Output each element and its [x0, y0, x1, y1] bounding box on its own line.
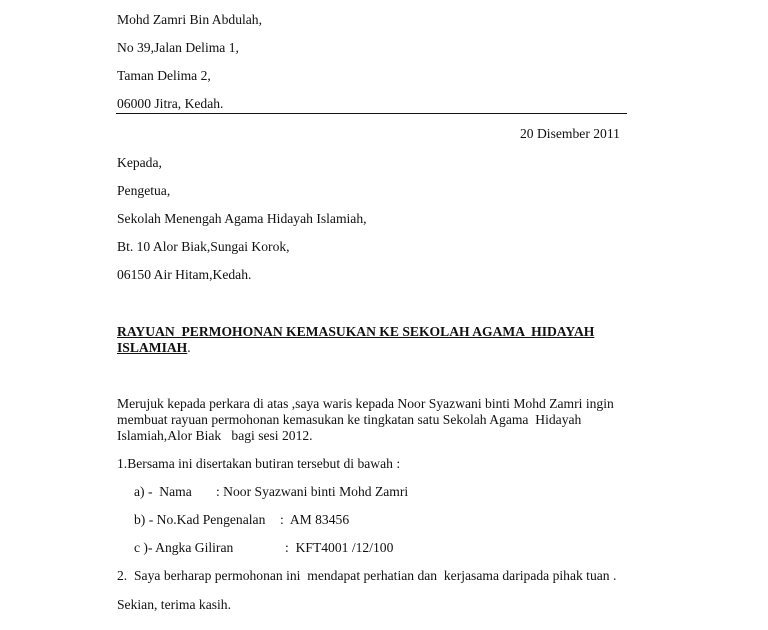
sender-address-line-1: No 39,Jalan Delima 1,	[117, 40, 239, 55]
para1-line-2: membuat rayuan permohonan kemasukan ke tingkatan satu Sekolah Agama Hidayah	[117, 412, 582, 427]
recipient-address-line-1: Bt. 10 Alor Biak,Sungai Korok,	[117, 239, 290, 254]
recipient-school: Sekolah Menengah Agama Hidayah Islamiah,	[117, 211, 367, 226]
detail-name-label: a) - Nama	[134, 484, 192, 499]
recipient-kepada: Kepada,	[117, 155, 162, 170]
header-divider	[116, 113, 627, 114]
detail-ic-label: b) - No.Kad Pengenalan	[134, 512, 266, 527]
detail-angka-label: c )- Angka Giliran	[134, 540, 234, 555]
sender-address-line-2: Taman Delima 2,	[117, 68, 211, 83]
subject-line-2-wrapper	[117, 340, 191, 356]
point-1: 1.Bersama ini disertakan butiran tersebut di bawah :	[117, 456, 401, 471]
recipient-address-line-2: 06150 Air Hitam,Kedah.	[117, 267, 252, 282]
recipient-title: Pengetua,	[117, 183, 171, 198]
detail-name-value: : Noor Syazwani binti Mohd Zamri	[216, 484, 409, 499]
para1-line-3: Islamiah,Alor Biak bagi sesi 2012.	[117, 428, 313, 443]
detail-ic-value: : AM 83456	[280, 512, 350, 527]
subject-line-2-suffix: .	[187, 340, 191, 355]
sender-name: Mohd Zamri Bin Abdulah,	[117, 12, 262, 27]
para1-line-1: Merujuk kepada perkara di atas ,saya waris kepada Noor Syazwani binti Mohd Zamri ingin	[117, 396, 614, 411]
point-2: 2. Saya berharap permohonan ini mendapat perhatian dan kerjasama daripada pihak tuan .	[117, 568, 617, 583]
subject-line-2: ISLAMIAH	[117, 340, 188, 355]
letter-date: 20 Disember 2011	[520, 126, 620, 141]
detail-angka-value: : KFT4001 /12/100	[285, 540, 394, 555]
closing: Sekian, terima kasih.	[117, 597, 232, 612]
subject-line-1: RAYUAN PERMOHONAN KEMASUKAN KE SEKOLAH AGAMA HIDAYAH	[117, 324, 595, 339]
sender-address-line-3: 06000 Jitra, Kedah.	[117, 96, 224, 111]
